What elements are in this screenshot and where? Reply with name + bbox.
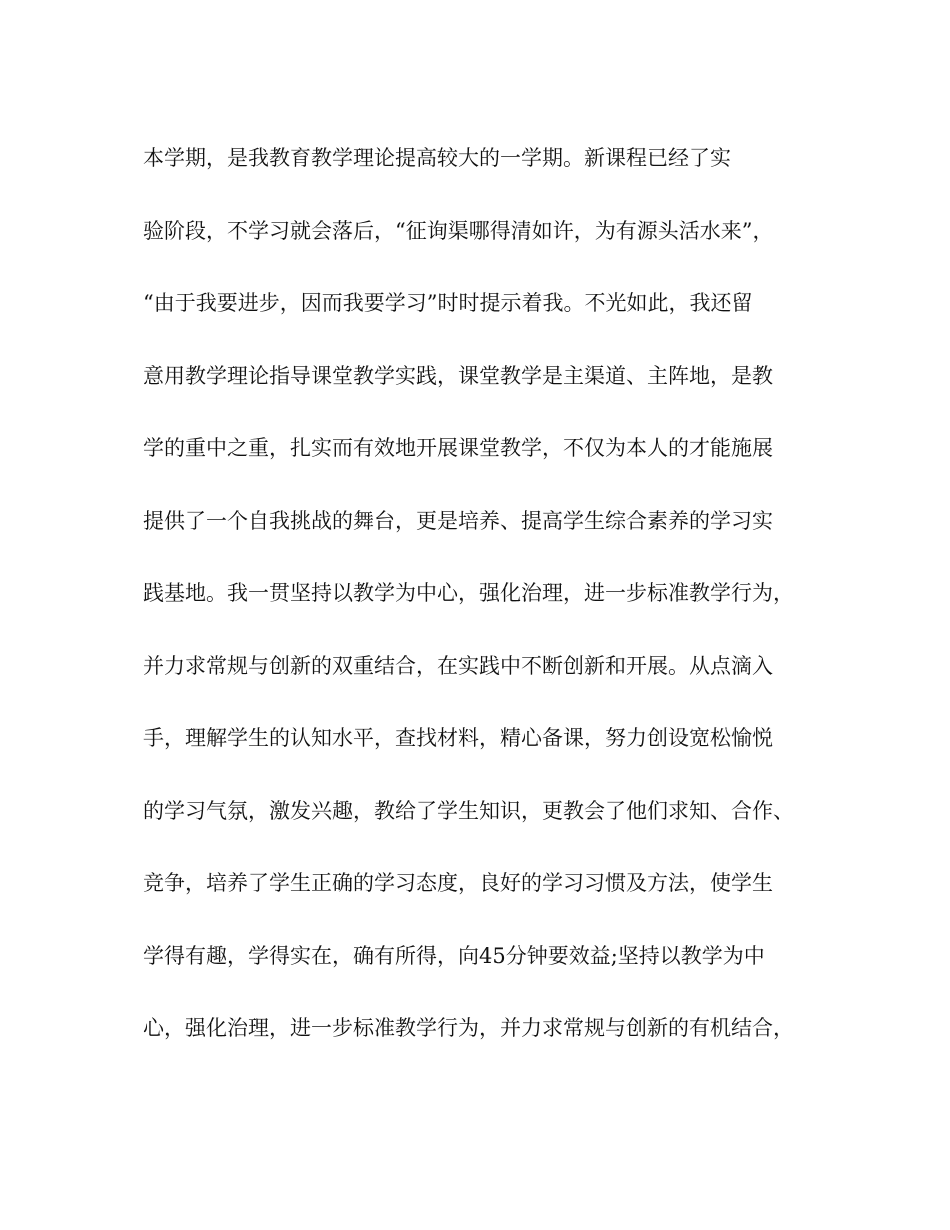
paragraph-line-12: 学得有趣，学得实在，确有所得，向45分钟要效益;坚持以教学为中: [143, 943, 765, 968]
paragraph-line-3: “由于我要进步，因而我要学习”时时提示着我。不光如此，我还留: [143, 291, 753, 315]
paragraph-line-13: 心，强化治理，进一步标准教学行为，并力求常规与创新的有机结合，: [143, 1016, 794, 1040]
paragraph-line-6: 提供了一个自我挑战的舞台，更是培养、提高学生综合素养的学习实: [143, 508, 773, 533]
paragraph-line-5: 学的重中之重，扎实而有效地开展课堂教学，不仅为本人的才能施展: [143, 436, 773, 460]
paragraph-line-7: 践基地。我一贯坚持以教学为中心，强化治理，进一步标准教学行为，: [143, 581, 794, 605]
paragraph-line-10: 的学习气氛，激发兴趣，教给了学生知识，更教会了他们求知、合作、: [143, 798, 794, 823]
body-paragraph: [143, 140, 823, 1083]
paragraph-line-2: 验阶段，不学习就会落后，“征询渠哪得清如许，为有源头活水来”，: [143, 218, 774, 243]
paragraph-line-4: 意用教学理论指导课堂教学实践，课堂教学是主渠道、主阵地，是教: [143, 363, 773, 388]
paragraph-line-9: 手，理解学生的认知水平，查找材料，精心备课，努力创设宽松愉悦: [143, 726, 773, 750]
paragraph-line-8: 并力求常规与创新的双重结合，在实践中不断创新和开展。从点滴入: [143, 653, 773, 678]
paragraph-line-11: 竞争，培养了学生正确的学习态度，良好的学习习惯及方法，使学生: [143, 871, 773, 895]
paragraph-line-1: 本学期，是我教育教学理论提高较大的一学期。新课程已经了实: [143, 146, 731, 170]
